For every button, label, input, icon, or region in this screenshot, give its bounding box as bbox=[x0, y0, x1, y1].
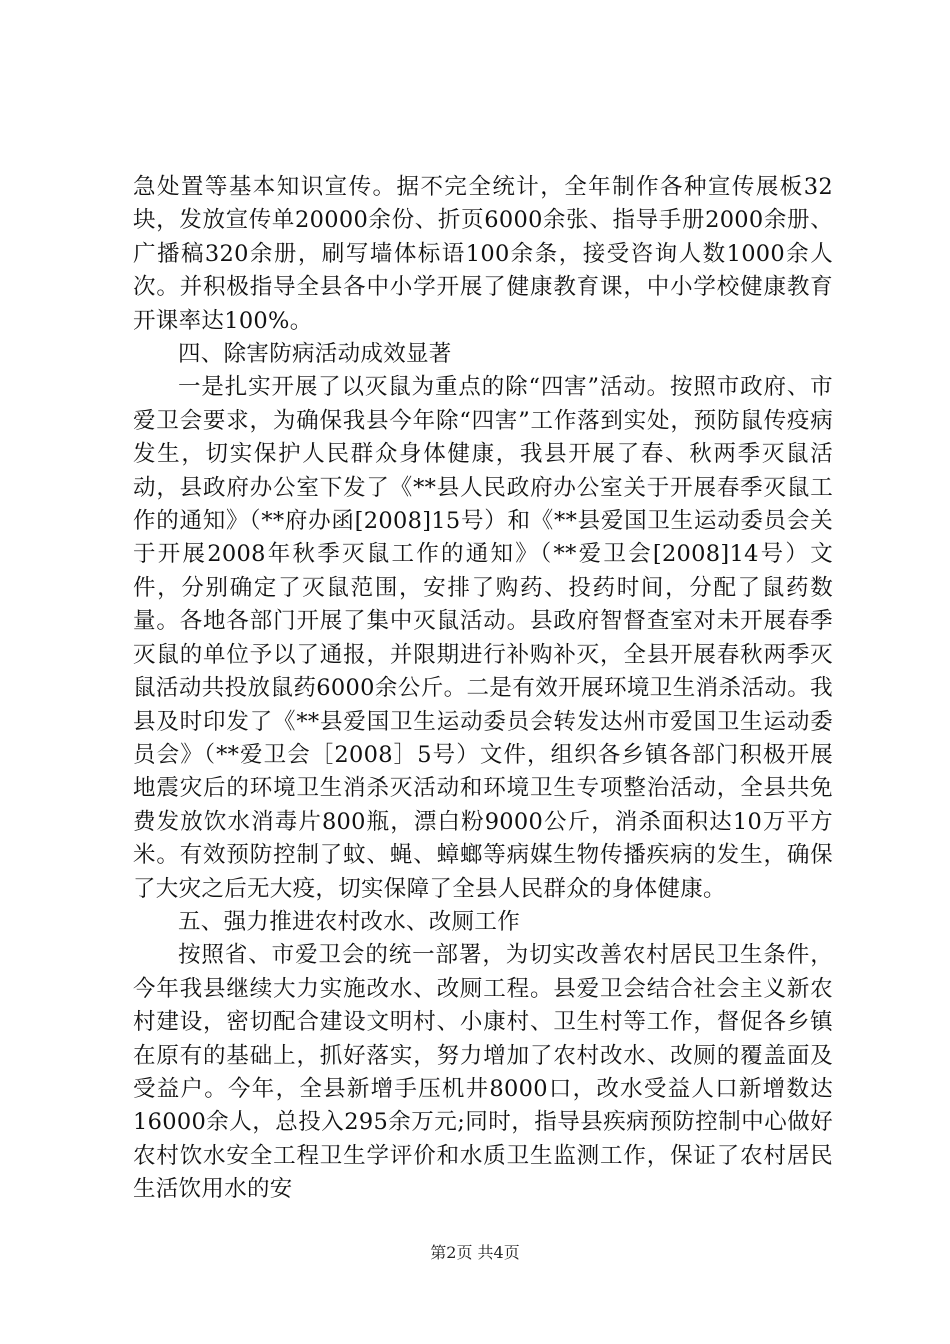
document-body bbox=[133, 171, 833, 1207]
paragraph-publicity-stats: 急处置等基本知识宣传。据不完全统计，全年制作各种宣传展板32块，发放宣传单20000余份、折页6000余张、指导手册2000余册、广播稿320余册，刷写墙体标语100余条，接受咨询人数1000余人次。并积极指导全县各中小学开展了健康教育课，中小学校健康教育开课率达100%。 bbox=[133, 174, 833, 334]
paragraph-pest-control: 一是扎实开展了以灭鼠为重点的除“四害”活动。按照市政府、市爱卫会要求，为确保我县今年除“四害”工作落到实处，预防鼠传疫病发生，切实保护人民群众身体健康，我县开展了春、秋两季灭鼠活动，县政府办公室下发了《**县人民政府办公室关于开展春季灭鼠工作的通知》（**府办函[2008]15号）和《**县爱国卫生运动委员会关于开展2008年秋季灭鼠工作的通知》（**爱卫会[2008]14号）文件，分别确定了灭鼠范围，安排了购药、投药时间，分配了鼠药数量。各地各部门开展了集中灭鼠活动。县政府智督查室对未开展春季灭鼠的单位予以了通报，并限期进行补购补灭，全县开展春秋两季灭鼠活动共投放鼠药6000余公斤。二是有效开展环境卫生消杀活动。我县及时印发了《**县爱国卫生运动委员会转发达州市爱国卫生运动委员会》（**爱卫会［2008］5号）文件，组织各乡镇各部门积极开展地震灾后的环境卫生消杀灭活动和环境卫生专项整治活动，全县共免费发放饮水消毒片800瓶，漂白粉9000公斤，消杀面积达10万平方米。有效预防控制了蚊、蝇、蟑螂等病媒生物传播疾病的发生，确保了大灾之后无大疫，切实保障了全县人民群众的身体健康。 bbox=[133, 374, 833, 902]
section-heading-pest-control: 四、除害防病活动成效显著 bbox=[178, 341, 452, 368]
paragraph-rural-water-toilet: 按照省、市爱卫会的统一部署，为切实改善农村居民卫生条件，今年我县继续大力实施改水、改厕工程。县爱卫会结合社会主义新农村建设，密切配合建设文明村、小康村、卫生村等工作，督促各乡镇在原有的基础上，抓好落实，努力增加了农村改水、改厕的覆盖面及受益户。今年，全县新增手压机井8000口，改水受益人口新增数达16000余人，总投入295余万元;同时，指导县疾病预防控制中心做好农村饮水安全工程卫生学评价和水质卫生监测工作，保证了农村居民生活饮用水的安 bbox=[133, 942, 833, 1203]
page-footer: 第2页 共4页 bbox=[430, 1243, 520, 1262]
section-heading-rural-water-toilet: 五、强力推进农村改水、改厕工作 bbox=[178, 908, 521, 935]
